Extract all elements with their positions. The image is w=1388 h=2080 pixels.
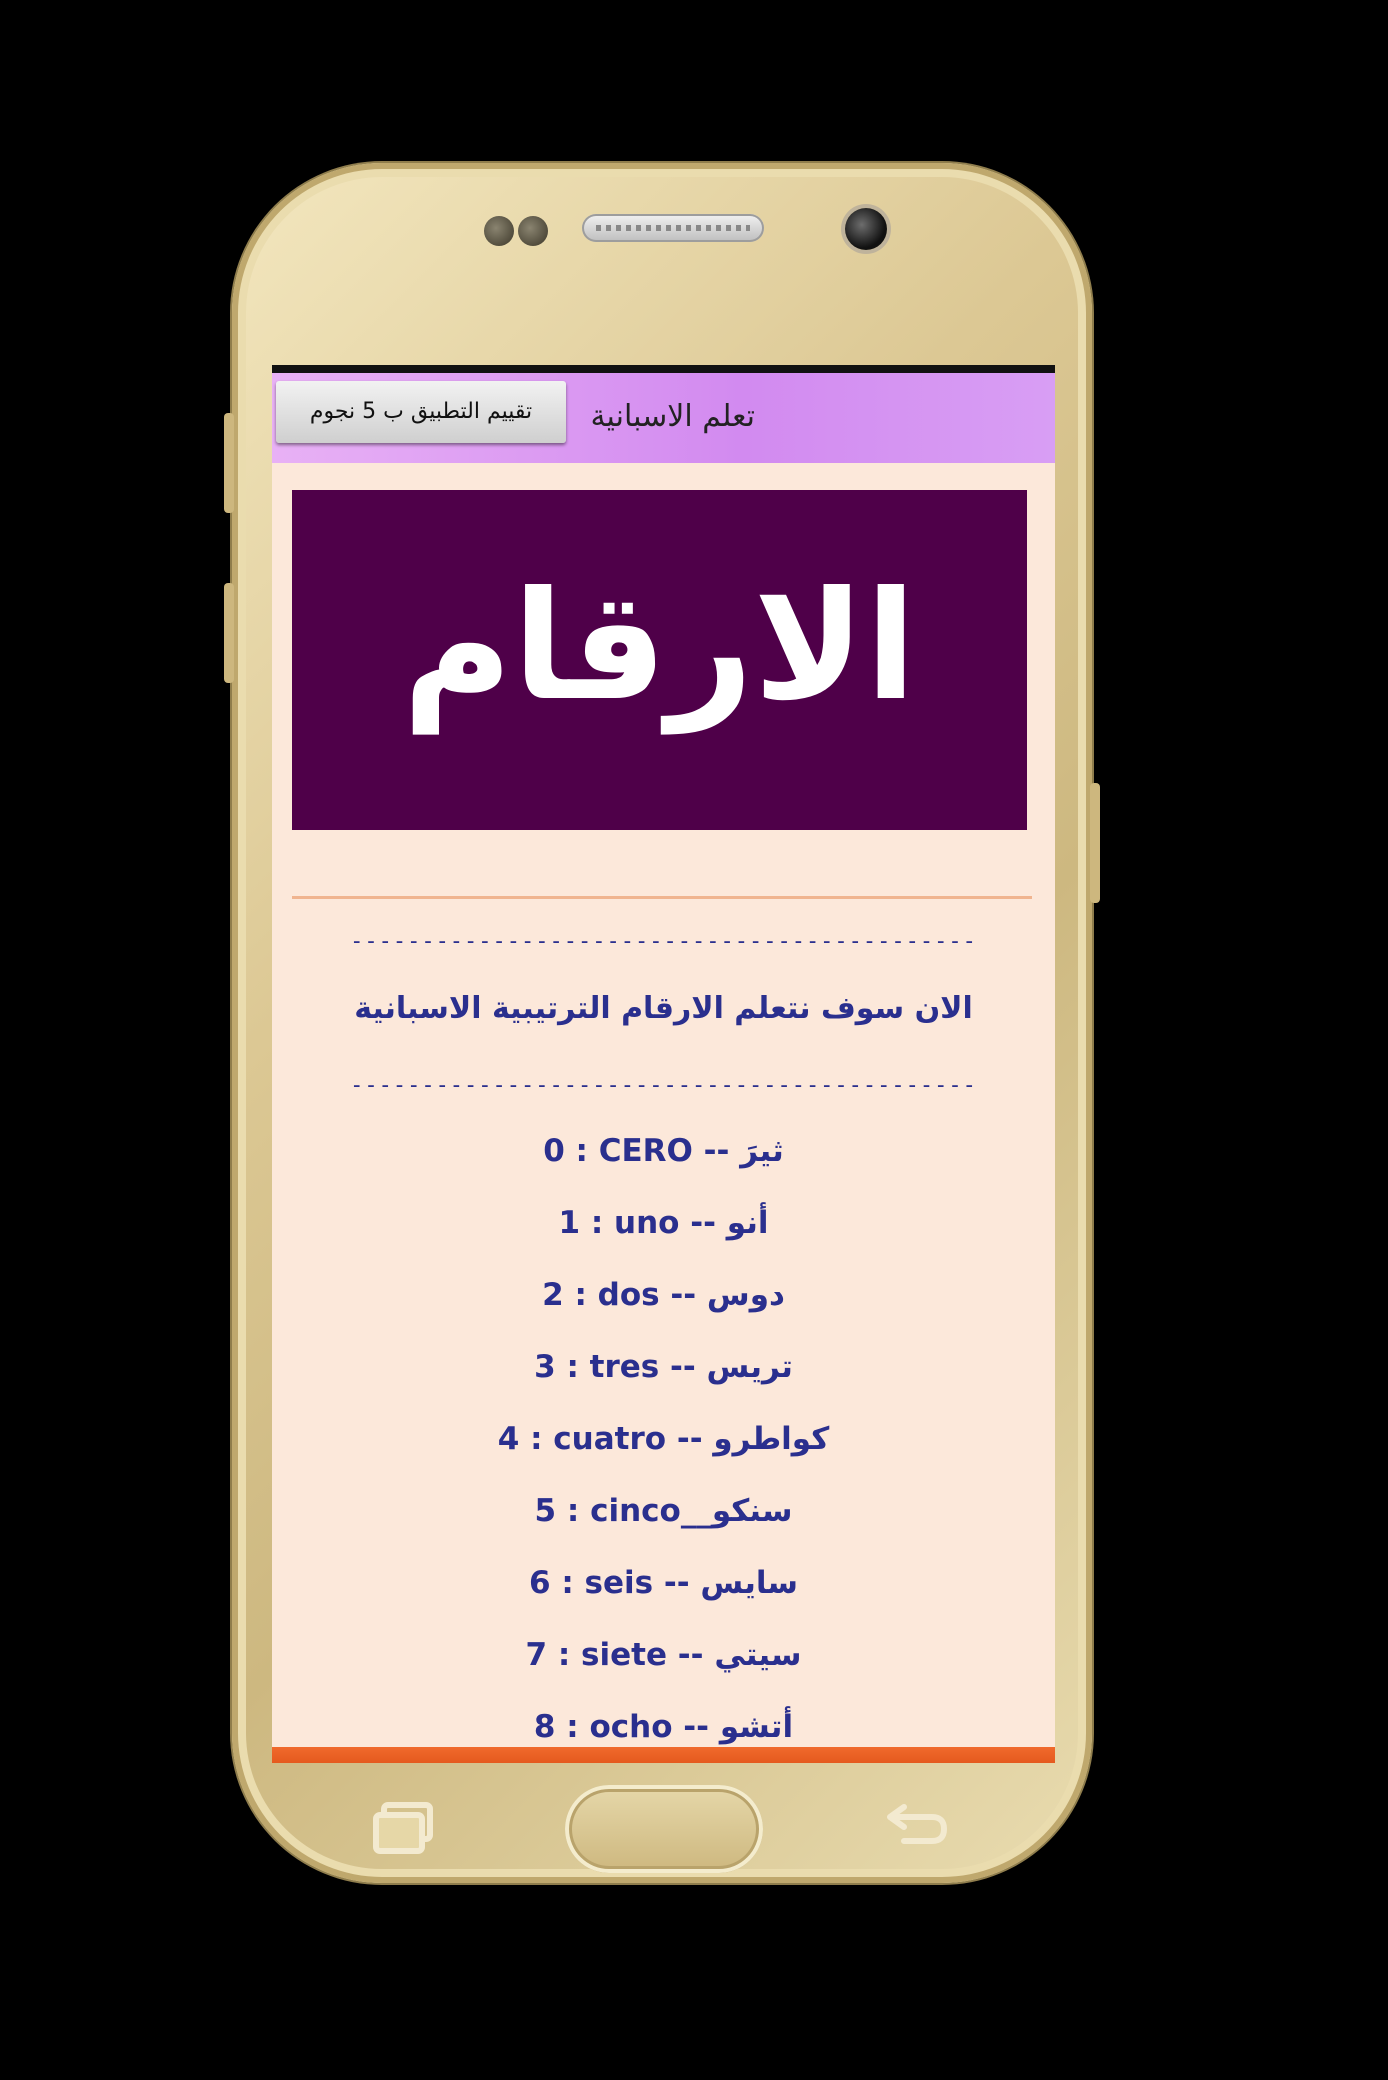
power-button — [1090, 783, 1100, 903]
number-line: 6 : seis -- سايس — [528, 1565, 799, 1601]
phone-screen — [272, 365, 1055, 1763]
app-title-bar — [272, 373, 1055, 463]
speaker-grill — [582, 214, 764, 242]
recent-apps-icon[interactable] — [370, 1799, 440, 1859]
number-line: 2 : dos -- دوس — [542, 1277, 785, 1313]
section-divider — [292, 896, 1032, 899]
phone-frame — [232, 163, 1092, 1883]
back-icon[interactable] — [882, 1803, 952, 1859]
bottom-accent-bar — [272, 1747, 1055, 1763]
sensor-icon — [484, 216, 514, 246]
number-line: 7 : siete -- سيتي — [525, 1637, 802, 1673]
banner-title: الارقام — [402, 560, 917, 734]
number-line: 3 : tres -- تريس — [534, 1349, 793, 1385]
front-camera-icon — [845, 208, 887, 250]
dash-separator-top: -------------------------------------------- — [350, 929, 977, 954]
number-line: 1 : uno -- أنو — [558, 1205, 769, 1241]
number-line: 0 : CERO -- ثيرَ — [543, 1133, 784, 1169]
rate-app-button[interactable]: تقييم التطبيق ب 5 نجوم — [276, 381, 566, 443]
sensor-icon — [518, 216, 548, 246]
number-line: 4 : cuatro -- كواطرو — [497, 1421, 830, 1457]
home-button[interactable] — [565, 1785, 763, 1873]
dash-separator-bottom: -------------------------------------------- — [350, 1073, 977, 1098]
intro-text: الان سوف نتعلم الارقام الترتيبية الاسبانية — [354, 991, 973, 1026]
volume-up-button — [224, 413, 234, 513]
numbers-banner — [292, 490, 1027, 830]
number-line: 8 : ocho -- أتشو — [533, 1709, 794, 1745]
app-title: تعلم الاسبانية — [590, 399, 755, 434]
number-line: 5 : cinco__سنكو — [534, 1493, 793, 1529]
volume-down-button — [224, 583, 234, 683]
